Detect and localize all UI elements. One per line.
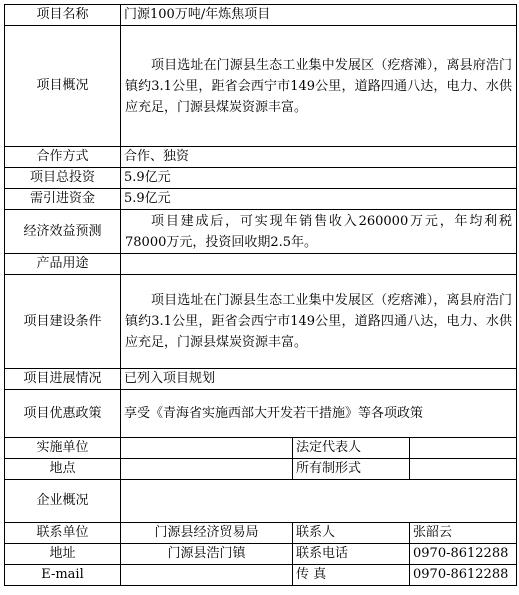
economic-benefit-label: 经济效益预测 (5, 210, 121, 254)
row-cooperation-mode (5, 147, 517, 168)
row-preferential-policy (5, 390, 517, 438)
legal-representative-label: 法定代表人 (293, 438, 410, 459)
contact-person-value: 张韶云 (410, 523, 517, 544)
row-address (5, 544, 517, 565)
enterprise-overview-value (121, 480, 517, 523)
row-location (5, 459, 517, 480)
project-overview-label: 项目概况 (5, 26, 121, 147)
implementing-unit-label: 实施单位 (5, 438, 121, 459)
construction-conditions-value: 项目选址在门源县生态工业集中发展区（疙瘩滩），离县府浩门镇约3.1公里，距省会西宁市149公里，道路四通八达，电力、水供应充足，门源县煤炭资源丰富。 (121, 275, 517, 369)
total-investment-value: 5.9亿元 (121, 168, 517, 189)
row-contact-unit (5, 523, 517, 544)
contact-unit-value: 门源县经济贸易局 (121, 523, 293, 544)
economic-benefit-value: 项目建成后，可实现年销售收入260000万元，年均利税78000万元，投资回收期2.5年。 (121, 210, 517, 254)
contact-person-label: 联系人 (293, 523, 410, 544)
project-info-table (4, 4, 517, 586)
required-funds-label: 需引进资金 (5, 189, 121, 210)
row-economic-benefit (5, 210, 517, 254)
row-total-investment (5, 168, 517, 189)
ownership-form-label: 所有制形式 (293, 459, 410, 480)
fax-value: 0970-8612288 (410, 565, 517, 586)
row-email (5, 565, 517, 586)
project-overview-value: 项目选址在门源县生态工业集中发展区（疙瘩滩），离县府浩门镇约3.1公里，距省会西宁市149公里，道路四通八达，电力、水供应充足，门源县煤炭资源丰富。 (121, 26, 517, 147)
required-funds-value: 5.9亿元 (121, 189, 517, 210)
project-name-value: 门源100万吨/年炼焦项目 (121, 5, 517, 26)
email-value (121, 565, 293, 586)
row-construction-conditions (5, 275, 517, 369)
enterprise-overview-label: 企业概况 (5, 480, 121, 523)
row-project-overview (5, 26, 517, 147)
cooperation-mode-label: 合作方式 (5, 147, 121, 168)
email-label: E-mail (5, 565, 121, 586)
row-project-name (5, 5, 517, 26)
address-value: 门源县浩门镇 (121, 544, 293, 565)
contact-phone-value: 0970-8612288 (410, 544, 517, 565)
fax-label: 传 真 (293, 565, 410, 586)
row-product-use (5, 254, 517, 275)
construction-conditions-label: 项目建设条件 (5, 275, 121, 369)
project-info-sheet (4, 4, 516, 591)
ownership-form-value (410, 459, 517, 480)
row-required-funds (5, 189, 517, 210)
row-progress (5, 369, 517, 390)
legal-representative-value (410, 438, 517, 459)
implementing-unit-value (121, 438, 293, 459)
address-label: 地址 (5, 544, 121, 565)
location-value (121, 459, 293, 480)
project-name-label: 项目名称 (5, 5, 121, 26)
contact-unit-label: 联系单位 (5, 523, 121, 544)
product-use-label: 产品用途 (5, 254, 121, 275)
product-use-value (121, 254, 517, 275)
row-enterprise-overview (5, 480, 517, 523)
row-implementing-unit (5, 438, 517, 459)
preferential-policy-label: 项目优惠政策 (5, 390, 121, 438)
progress-label: 项目进展情况 (5, 369, 121, 390)
cooperation-mode-value: 合作、独资 (121, 147, 517, 168)
location-label: 地点 (5, 459, 121, 480)
contact-phone-label: 联系电话 (293, 544, 410, 565)
preferential-policy-value: 享受《青海省实施西部大开发若干措施》等各项政策 (121, 390, 517, 438)
total-investment-label: 项目总投资 (5, 168, 121, 189)
progress-value: 已列入项目规划 (121, 369, 517, 390)
